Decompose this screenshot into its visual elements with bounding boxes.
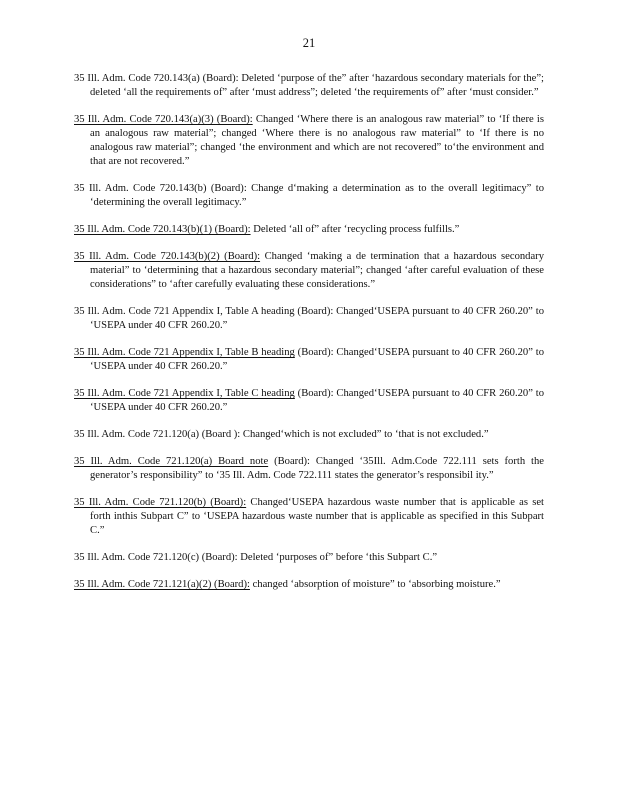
amendment-entry [74,551,544,565]
amendment-text: changed ‘absorption of moisture” to ‘absorbing moisture.” [249,579,501,590]
amendment-entry [74,387,544,415]
code-reference: 35 Ill. Adm. Code 720.143(a) (Board): [74,73,239,84]
code-reference: 35 Ill. Adm. Code 721.120(b) (Board): [74,497,247,508]
amendment-text: (Board): Changed‘USEPA pursuant to 40 CFR 260.20” to ‘USEPA under 40 CFR 260.20.” [90,388,544,413]
amendment-entry [74,223,544,237]
code-reference: 35 Ill. Adm. Code 720.143(a)(3) (Board): [74,114,253,125]
amendment-list [74,72,544,605]
code-reference: 35 Ill. Adm. Code 721.120(a) Board note [74,456,269,467]
code-reference: 35 Ill. Adm. Code 721.120(a) (Board ): [74,429,241,440]
code-reference: 35 Ill. Adm. Code 721 Appendix I, Table A heading (Board): [74,306,334,317]
amendment-entry [74,182,544,210]
amendment-text: Changed‘USEPA hazardous waste number that is applicable as set forth inthis Subpart C” to ‘USEPA hazardous waste number that is applicable as specified in this Subpart C.” [90,497,544,536]
amendment-entry [74,305,544,333]
amendment-entry [74,72,544,100]
amendment-text: Change d‘making a determination as to the overall legitimacy” to ‘determining the overall legitimacy.” [90,183,544,208]
amendment-text: (Board): Changed ‘35Ill. Adm.Code 722.111 sets forth the generator’s responsibility” to ‘35 Ill. Adm. Code 722.111 states the generator’s responsibil ity.” [90,456,544,481]
amendment-entry [74,455,544,483]
amendment-text: Deleted ‘purposes of” before ‘this Subpart C.” [237,552,438,563]
code-reference: 35 Ill. Adm. Code 721.121(a)(2) (Board): [74,579,250,590]
amendment-entry [74,250,544,292]
amendment-text: Deleted ‘all of” after ‘recycling process fulfills.” [250,224,460,235]
code-reference: 35 Ill. Adm. Code 720.143(b)(2) (Board): [74,251,261,262]
code-reference: 35 Ill. Adm. Code 720.143(b) (Board): [74,183,247,194]
amendment-text: Changed‘which is not excluded” to ‘that is not excluded.” [240,429,489,440]
amendment-entry [74,496,544,538]
code-reference: 35 Ill. Adm. Code 721 Appendix I, Table C heading [74,388,295,399]
amendment-text: Changed ‘making a de termination that a hazardous secondary material” to ‘determining that a hazardous secondary material”; changed ‘after careful evaluation of these considerations” to ‘after carefully evaluating these considerations.” [90,251,544,290]
amendment-entry [74,346,544,374]
amendment-text: Changed‘USEPA pursuant to 40 CFR 260.20” to ‘USEPA under 40 CFR 260.20.” [90,306,544,331]
amendment-entry [74,113,544,169]
amendment-entry [74,428,544,442]
page-number: 21 [302,36,316,50]
amendment-entry [74,578,544,592]
amendment-text: Deleted ‘purpose of the” after ‘hazardous secondary materials for the”; deleted ‘all the requirements of” after ‘must address”; deleted ‘the requirements of” after ‘must consider.” [90,73,544,98]
code-reference: 35 Ill. Adm. Code 721 Appendix I, Table B heading [74,347,295,358]
amendment-text: Changed ‘Where there is an analogous raw material” to ‘If there is an analogous raw material”; changed ‘Where there is no analogous raw material” to ‘If there is no analogous raw material”; changed ‘the environment and which are not recovered” to‘the environment and that are not recovered.” [90,114,544,167]
code-reference: 35 Ill. Adm. Code 721.120(c) (Board): [74,552,238,563]
code-reference: 35 Ill. Adm. Code 720.143(b)(1) (Board): [74,224,251,235]
amendment-text: (Board): Changed‘USEPA pursuant to 40 CFR 260.20” to ‘USEPA under 40 CFR 260.20.” [90,347,544,372]
